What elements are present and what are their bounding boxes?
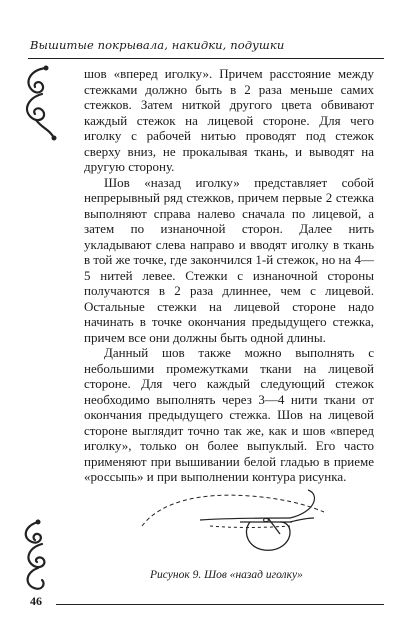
figure-caption: Рисунок 9. Шов «назад иголку»: [150, 569, 303, 581]
body-text: [84, 66, 374, 485]
back-stitch-illustration: [140, 482, 330, 558]
scroll-ornament-icon: [16, 64, 62, 142]
paragraph-back-stitch: Шов «назад иголку» представляет собой непрерывный ряд стежков, причем первые 2 стежка выполняют справа налево сначала по лицевой, а затем по изнаночной сторон. Далее нить укладывают слева направо и вводят иголку в ткань в той же точке, где закончился 1-й стежок, но на 4—5 нитей левее. Стежки с изнаночной стороны получаются в 2 раза длиннее, чем с лицевой. Остальные стежки на лицевой стороне надо начинать в точке окончания предыдущего стежка, причем все они должны быть одной длины.: [84, 174, 374, 345]
paragraph-variant: Данный шов также можно выполнять с небольшими промежутками ткани на лицевой стороне. Для чего каждый следующий стежок необходимо выполнять через 3—4 нити ткани от окончания предыдущего стежка. Шов на лицевой стороне выглядит точно так же, как и шов «вперед иголку», только он более выпуклый. Его часто применяют при вышивании белой гладью в приеме «россыпь» и при выполнении контура рисунка.: [84, 345, 374, 484]
header-divider: [28, 58, 384, 59]
running-header: Вышитые покрывала, накидки, подушки: [30, 38, 285, 52]
footer-divider: [56, 604, 384, 605]
paragraph-continuation: шов «вперед иголку». Причем расстояние между стежками должно быть в 2 раза меньше самих стежков. Затем ниткой другого цвета обвивают каждый стежок на лицевой стороне. Для чего иголку с рабочей нитью проводят под стежок сверху вниз, не прокалывая ткань, и выводят на другую сторону.: [84, 66, 374, 174]
page-number: 46: [30, 594, 42, 608]
scroll-ornament-bottom-icon: [16, 518, 62, 596]
